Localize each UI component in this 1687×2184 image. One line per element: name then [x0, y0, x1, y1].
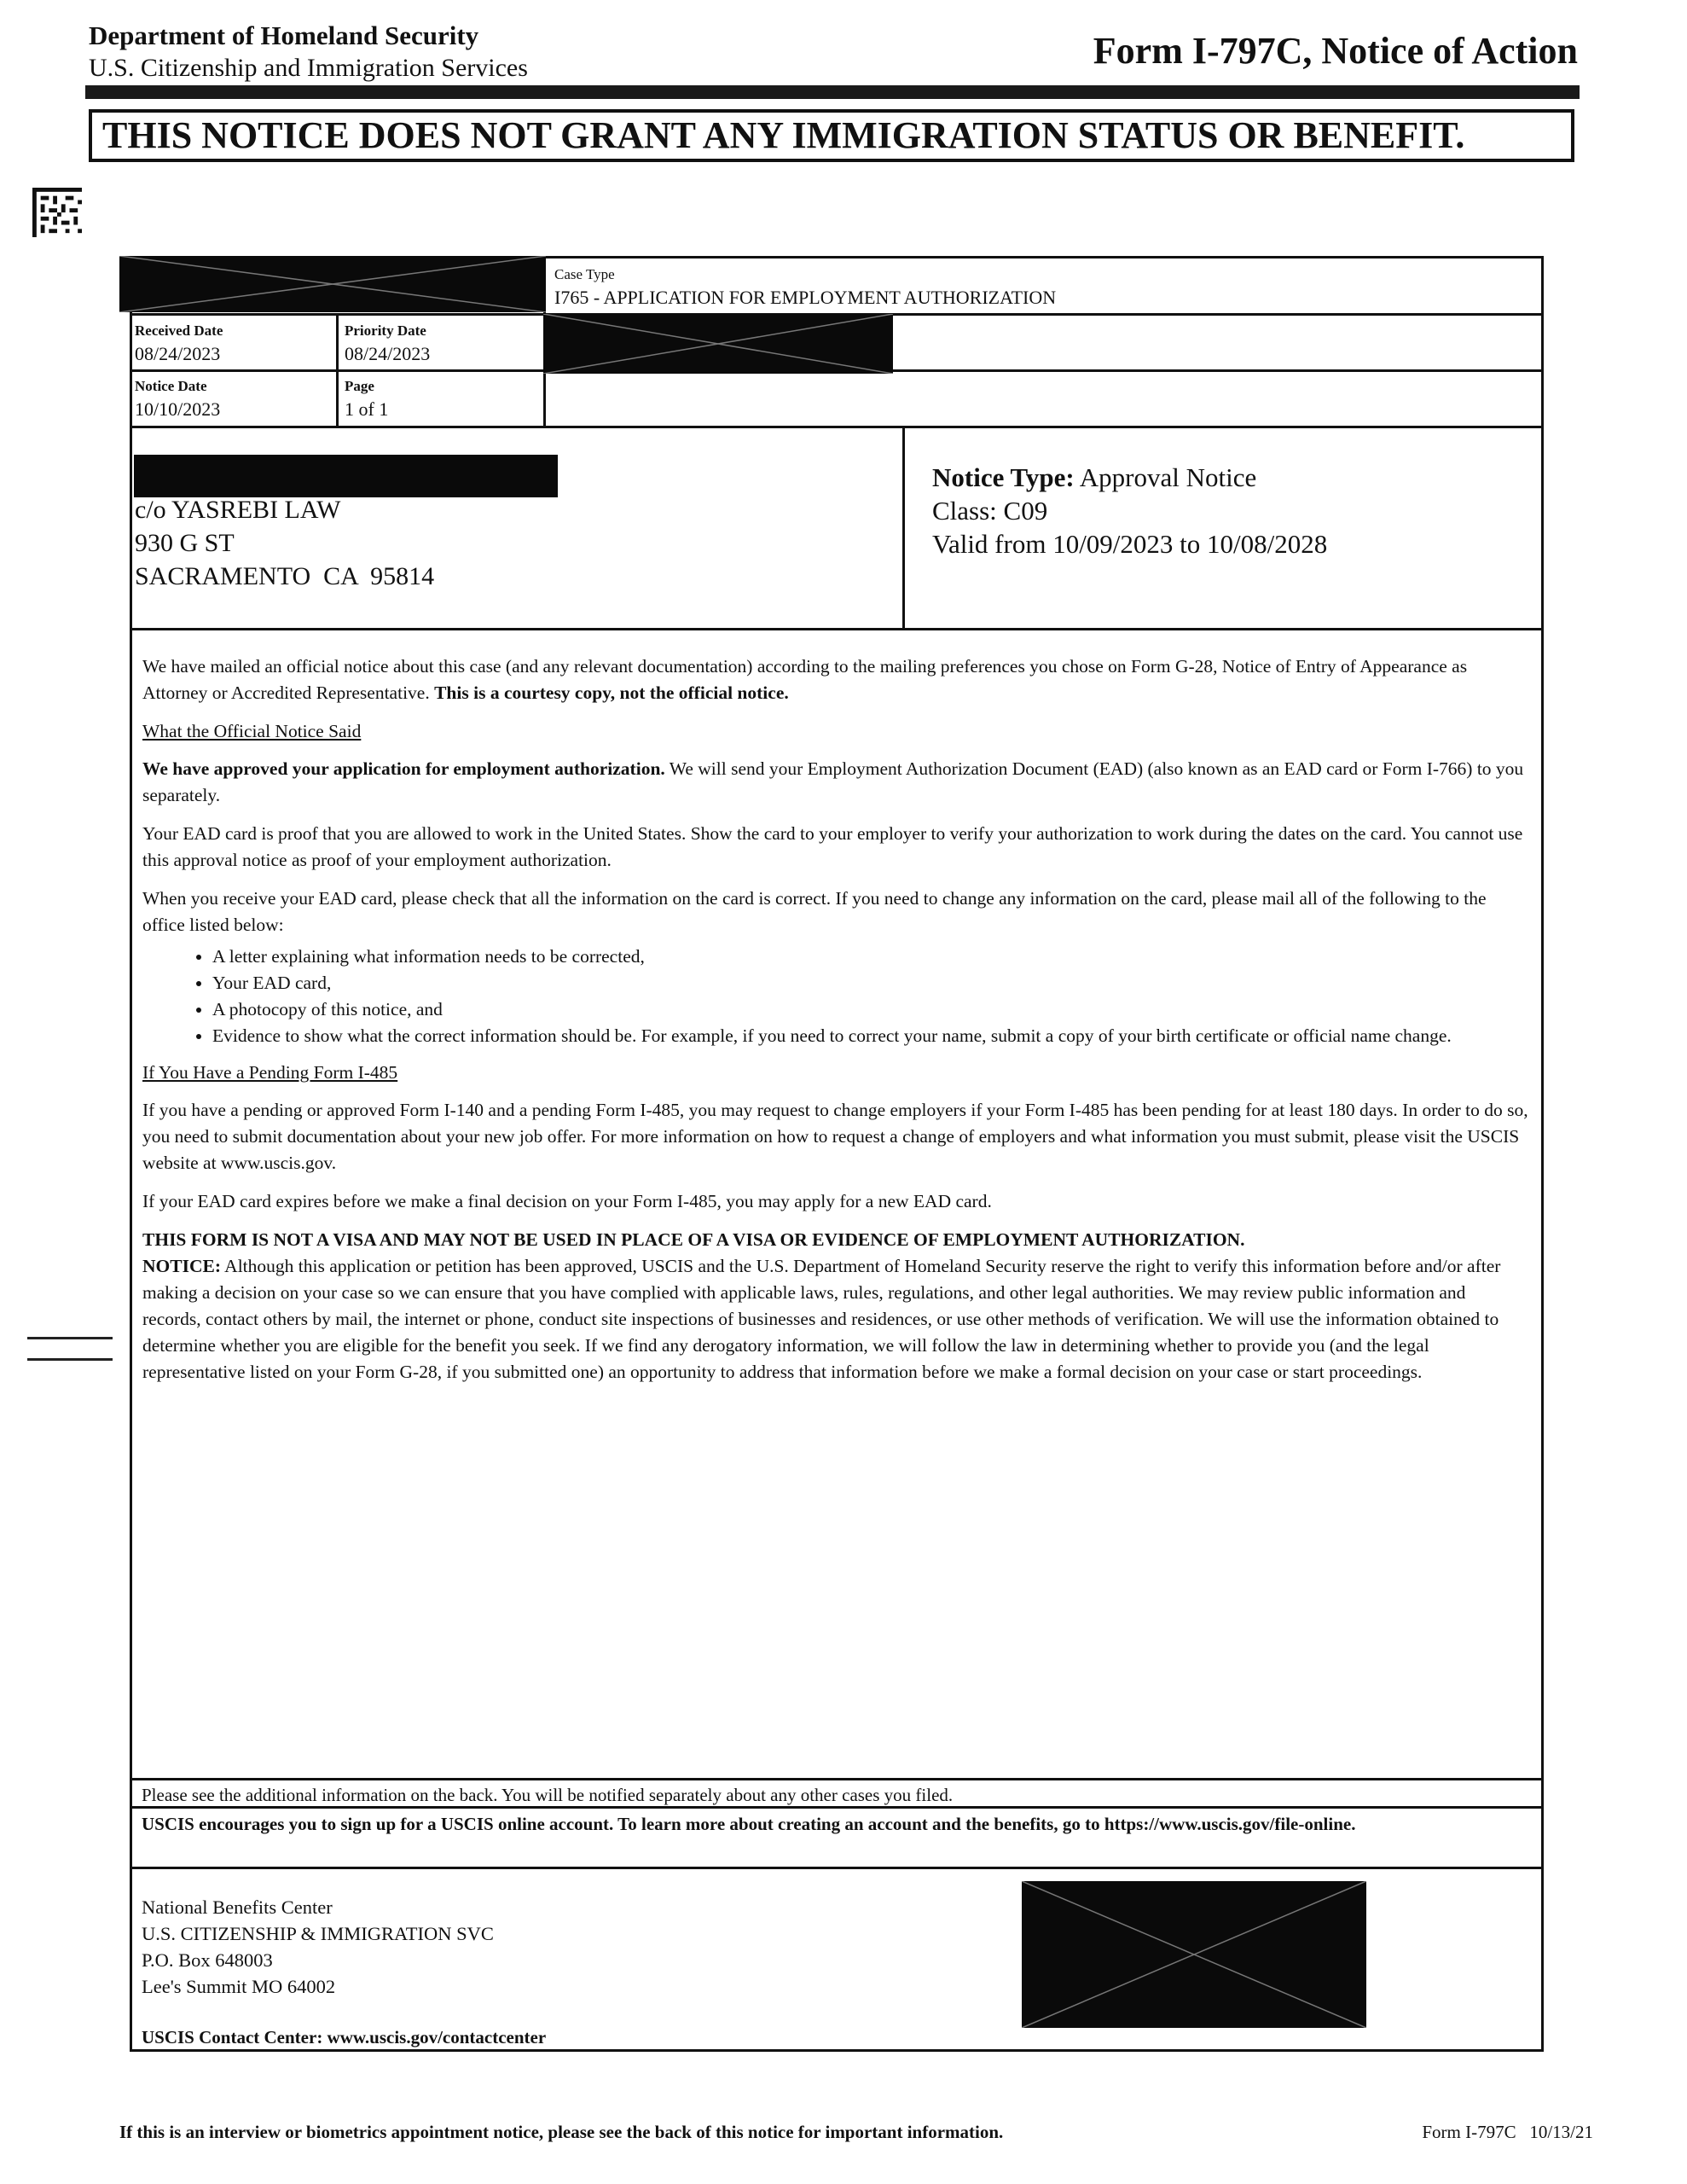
proof-paragraph: Your EAD card is proof that you are allowed to work in the United States. Show the card to your employer to verify your authorization to work during the dates on the card. You cannot use this approval notice as proof of your employment authorization.: [142, 823, 1523, 870]
redacted-block: [119, 256, 546, 312]
intro-paragraph: We have mailed an official notice about this case (and any relevant documentation) according to the mailing preferences you chose on Form G-28, Notice of Entry of Appearance as Attorney or Accredited Representative. This is a courtesy copy, not the official notice.: [142, 656, 1468, 703]
table-rule: [130, 426, 1544, 428]
notice-type-value: Approval Notice: [1079, 462, 1257, 492]
section-heading: What the Official Notice Said: [142, 721, 362, 741]
table-rule: [902, 426, 905, 628]
priority-date-label: Priority Date: [345, 322, 426, 339]
notice-type-label: Notice Type:: [932, 462, 1075, 492]
barcode-icon: [32, 188, 82, 237]
additional-info-note: Please see the additional information on the back. You will be notified separately about any other cases you filed.: [142, 1785, 954, 1805]
bottom-note: If this is an interview or biometrics appointment notice, please see the back of this notice for important information.: [119, 2122, 1004, 2142]
office-line: P.O. Box 648003: [142, 1949, 273, 1971]
expires-paragraph: If your EAD card expires before we make a final decision on your Form I-485, you may apply for a new EAD card.: [142, 1191, 992, 1211]
approval-paragraph: We have approved your application for employment authorization. We will send your Employment Authorization Document (EAD) (also known as an EAD card or Form I-766) to you separately.: [142, 758, 1524, 805]
list-item: • A letter explaining what information needs to be corrected,: [212, 944, 1528, 970]
list-item: • A photocopy of this notice, and: [212, 996, 1528, 1023]
mailing-address: [135, 493, 434, 593]
list-item: • Evidence to show what the correct information should be. For example, if you need to correct your name, submit a copy of your birth certificate or official name change.: [212, 1023, 1528, 1049]
notice-body: [142, 653, 1528, 1397]
table-rule: [130, 1867, 1544, 1869]
case-type-label: Case Type: [554, 266, 615, 282]
margin-mark: [27, 1358, 113, 1361]
notice-class: Class: C09: [932, 496, 1048, 526]
online-account-note: USCIS encourages you to sign up for a USCIS online account. To learn more about creating an account and the benefits, go to https://www.uscis.gov/file-online.: [142, 1814, 1356, 1834]
margin-mark: [27, 1337, 113, 1339]
correction-list: [142, 944, 1528, 1049]
office-line: U.S. CITIZENSHIP & IMMIGRATION SVC: [142, 1923, 494, 1944]
notice-paragraph: NOTICE: Although this application or petition has been approved, USCIS and the U.S. Department of Homeland Security reserve the right to verify this information before and/or after making a decision on your case so we can ensure that you have complied with applicable laws, rules, regulations, and other legal authorities. We may review public information and records, contact others by mail, the internet or phone, conduct site inspections of businesses and residences, or use other methods of verification. We will use the information obtained to determine whether you are eligible for the benefit you seek. If we find any derogatory information, we will follow the law in determining whether to provide you (and the legal representative listed on your Form G-28, if you submitted one) an opportunity to address that information before we make a formal decision on your case or start proceedings.: [142, 1256, 1501, 1382]
pending-paragraph: If you have a pending or approved Form I-140 and a pending Form I-485, you may request to change employers if your Form I-485 has been pending for at least 180 days. In order to do so, you need to submit documentation about your new job offer. For more information on how to request a change of employers and what information you must submit, please visit the USCIS website at www.uscis.gov.: [142, 1100, 1528, 1173]
agency-name: U.S. Citizenship and Immigration Services: [89, 54, 528, 82]
redacted-block: [543, 314, 893, 374]
form-revision: Form I-797C 10/13/21: [1422, 2122, 1593, 2142]
page-label: Page: [345, 378, 374, 394]
received-date-value: 08/24/2023: [135, 343, 221, 364]
received-date-label: Received Date: [135, 322, 223, 339]
notice-date-value: 10/10/2023: [135, 398, 221, 420]
page-value: 1 of 1: [345, 398, 389, 420]
contact-center: USCIS Contact Center: www.uscis.gov/contactcenter: [142, 2027, 547, 2048]
not-visa-warning: THIS FORM IS NOT A VISA AND MAY NOT BE USED IN PLACE OF A VISA OR EVIDENCE OF EMPLOYMENT AUTHORIZATION.: [142, 1229, 1245, 1250]
redacted-block: [1022, 1881, 1366, 2028]
table-rule: [130, 1806, 1544, 1809]
table-rule: [130, 1778, 1544, 1780]
receive-paragraph: When you receive your EAD card, please check that all the information on the card is correct. If you need to change any information on the card, please mail all of the following to the office listed below:: [142, 888, 1487, 935]
office-line: National Benefits Center: [142, 1896, 333, 1918]
priority-date-value: 08/24/2023: [345, 343, 431, 364]
header-rule: [85, 85, 1580, 99]
table-rule: [336, 313, 339, 426]
office-address: [142, 1894, 494, 2000]
case-type-value: I765 - APPLICATION FOR EMPLOYMENT AUTHORIZATION: [554, 287, 1057, 308]
notice-validity: Valid from 10/09/2023 to 10/08/2028: [932, 529, 1328, 559]
notice-info: [932, 461, 1327, 561]
office-line: Lee's Summit MO 64002: [142, 1976, 336, 1997]
form-title: Form I-797C, Notice of Action: [1093, 30, 1578, 72]
status-banner: THIS NOTICE DOES NOT GRANT ANY IMMIGRATION STATUS OR BENEFIT.: [89, 109, 1574, 162]
table-rule: [130, 628, 1544, 630]
address-line: c/o YASREBI LAW: [135, 496, 341, 524]
notice-date-label: Notice Date: [135, 378, 207, 394]
list-item: • Your EAD card,: [212, 970, 1528, 996]
department-name: Department of Homeland Security: [89, 20, 479, 50]
redacted-block: [134, 455, 558, 497]
address-line: SACRAMENTO CA 95814: [135, 562, 435, 590]
section-heading: If You Have a Pending Form I-485: [142, 1062, 398, 1083]
address-line: 930 G ST: [135, 529, 235, 557]
